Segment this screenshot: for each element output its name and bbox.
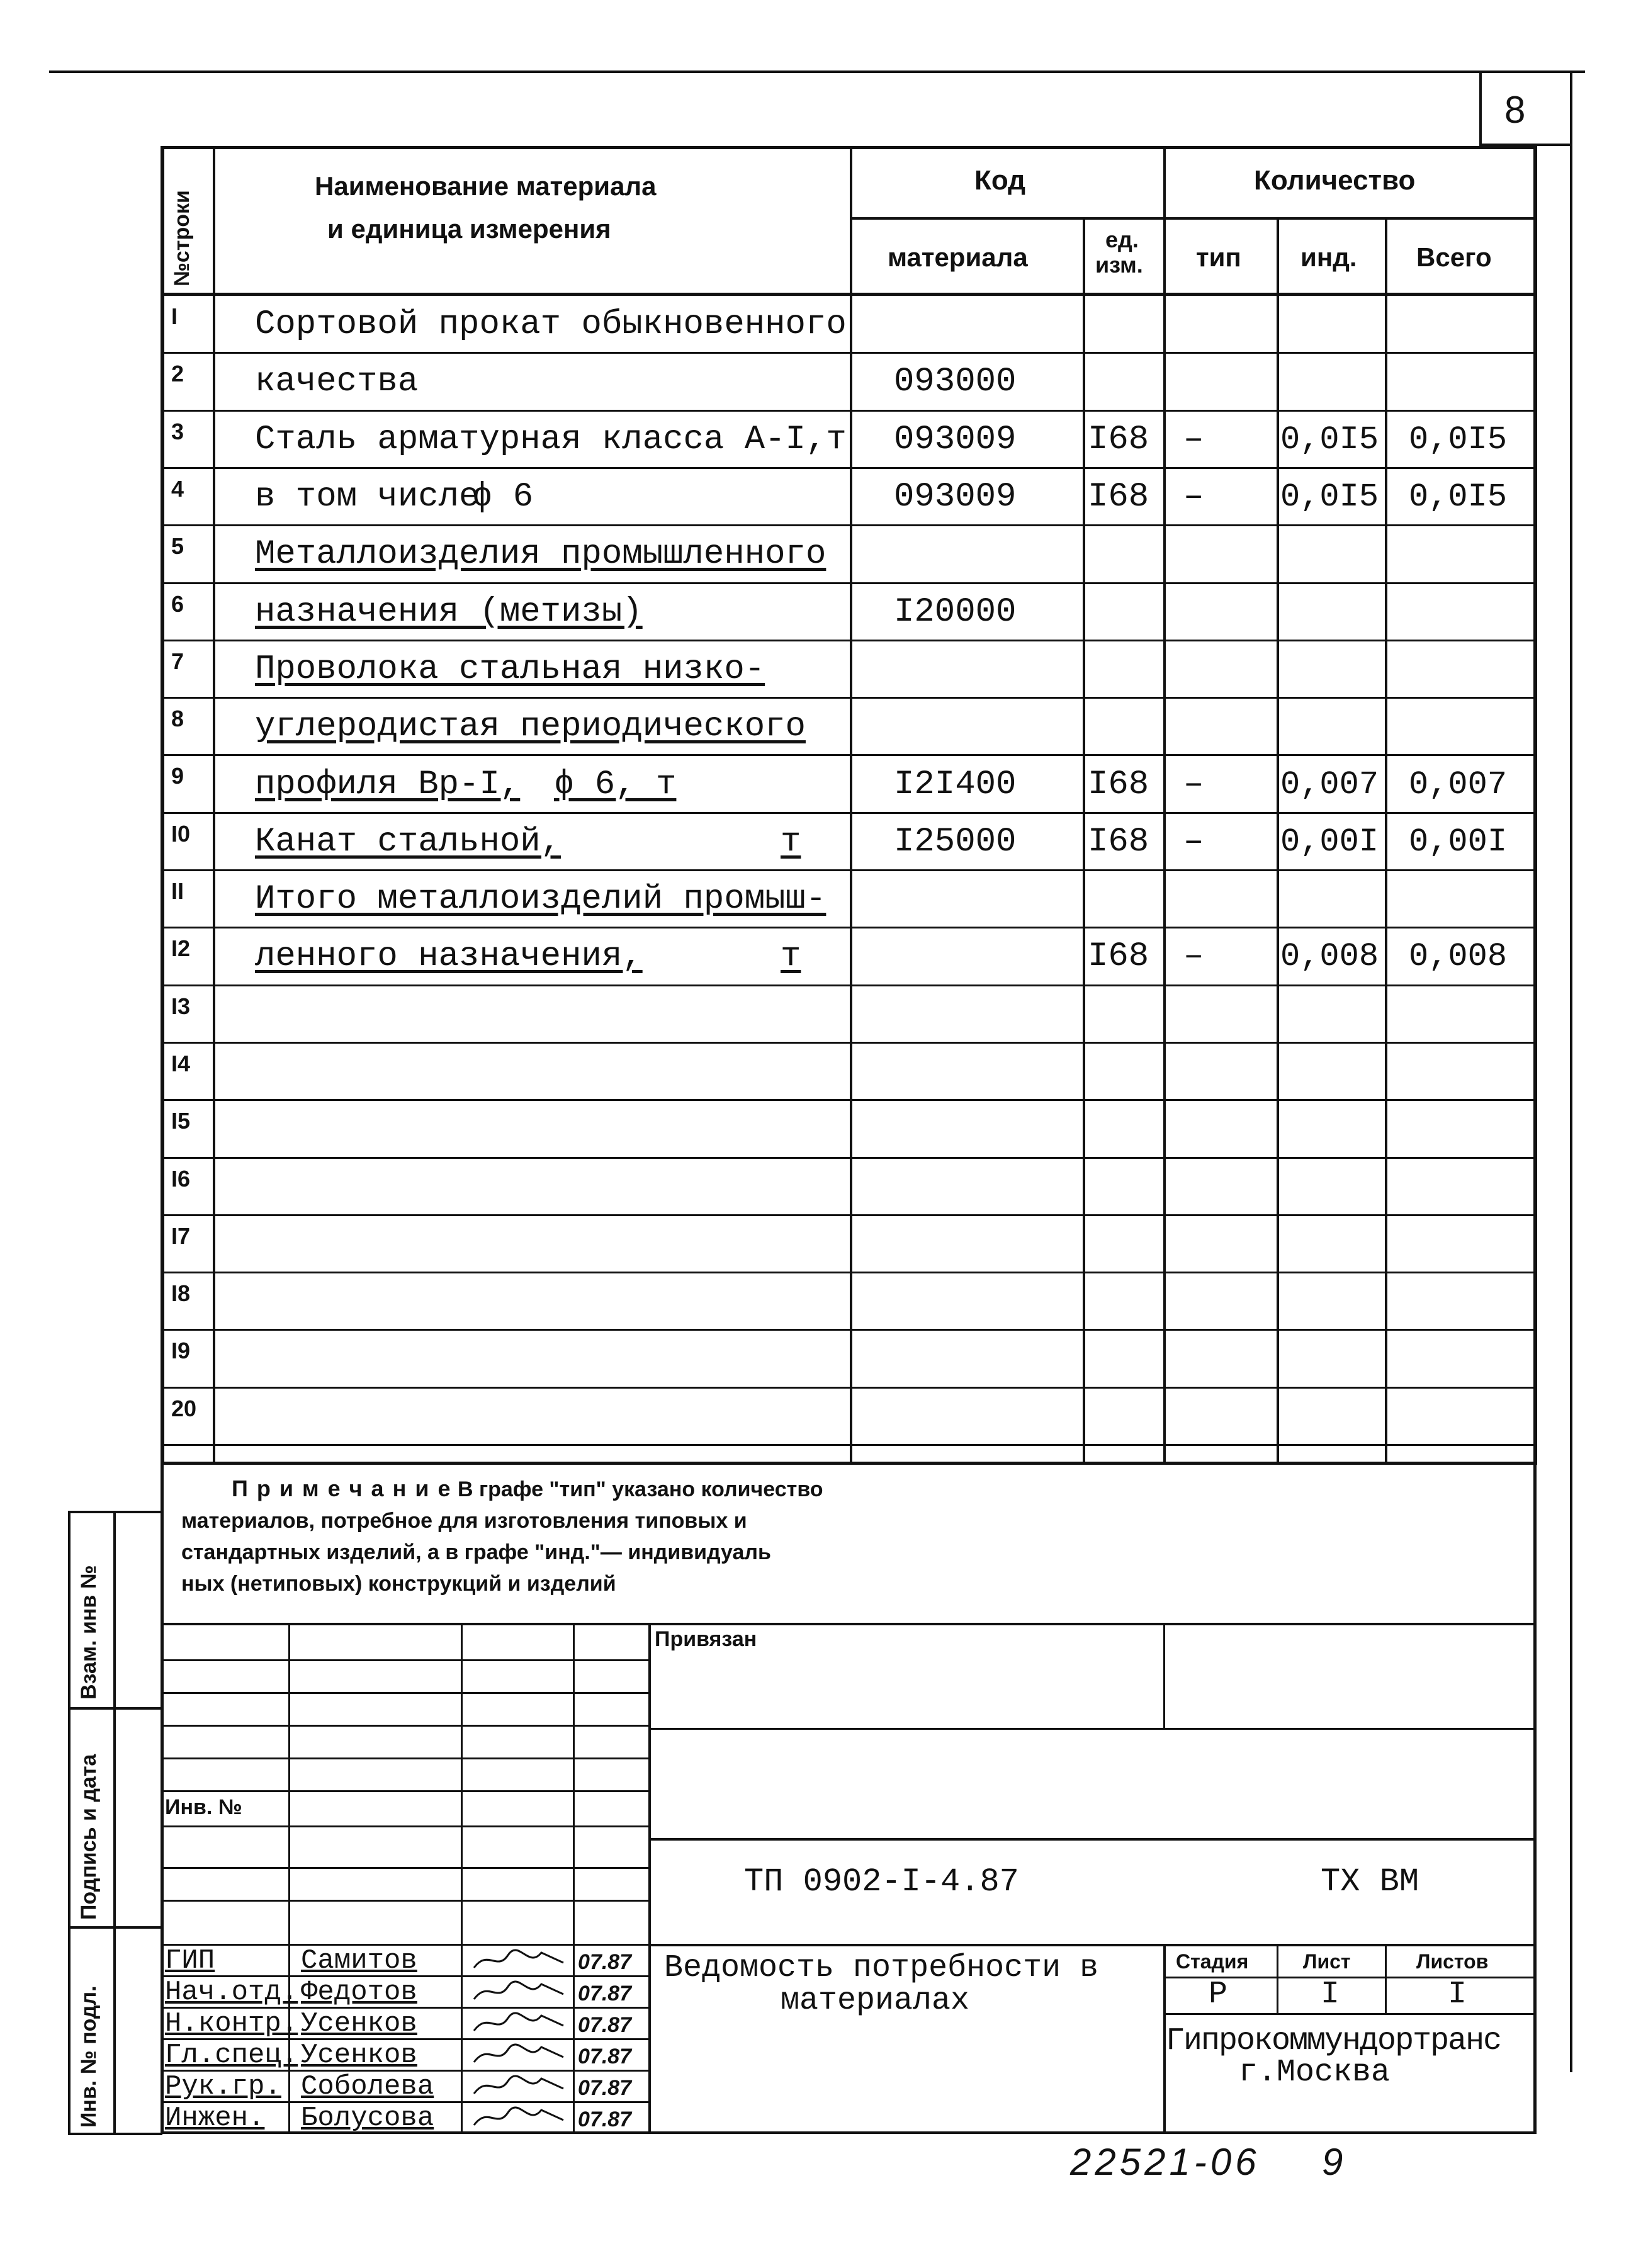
unit-code: I68: [1088, 822, 1149, 861]
unit-code: [1088, 353, 1162, 410]
unit-code: I68: [1088, 420, 1149, 459]
staff-date: 07.87: [578, 2045, 632, 2068]
qty-ind: [1280, 1273, 1385, 1330]
material-name: ленного назначения,: [255, 937, 643, 976]
qty-ind: [1280, 1043, 1385, 1100]
staff-name: Усенков: [301, 2008, 417, 2040]
qty-ind: 0,0I5: [1280, 420, 1379, 458]
signature-mark: [469, 1975, 570, 2007]
qty-ind: [1280, 296, 1385, 353]
footer-code: 22521-06: [1070, 2141, 1260, 2183]
stage-header: Стадия: [1176, 1950, 1249, 1973]
material-code: 093009: [894, 478, 1017, 517]
qty-type: –: [1183, 420, 1204, 459]
staff-name: Федотов: [301, 1977, 417, 2008]
qty-total: 0,008: [1409, 938, 1508, 976]
unit-code: [1088, 526, 1162, 583]
material-code: [894, 641, 1076, 698]
qty-type: [1183, 584, 1272, 641]
material-name: в том числе: [255, 478, 480, 517]
material-code: [894, 871, 1076, 928]
staff-role: Гл.спец.: [165, 2040, 298, 2071]
material-name: назначения (метизы): [255, 592, 643, 631]
qty-ind: [1280, 1388, 1385, 1445]
material-code: 093009: [894, 420, 1017, 459]
qty-ind: 0,008: [1280, 938, 1379, 976]
qty-type: [1183, 1330, 1272, 1387]
staff-name: Усенков: [301, 2040, 417, 2071]
signature-mark: [469, 2007, 570, 2038]
staff-name: Болусова: [301, 2102, 434, 2134]
unit-code: [1088, 296, 1162, 353]
qty-type: –: [1183, 478, 1204, 517]
row-number: 9: [171, 763, 184, 789]
unit-code: I68: [1088, 478, 1149, 517]
unit-code: [1088, 1216, 1162, 1273]
page-number: 8: [1504, 89, 1526, 131]
row-number: II: [171, 878, 184, 904]
staff-date: 07.87: [578, 1950, 632, 1974]
material-code: [894, 986, 1076, 1043]
material-code: [894, 1158, 1076, 1216]
qty-ind: [1280, 1216, 1385, 1273]
row-number: I2: [171, 935, 191, 962]
side-vzam: Взам. инв №: [77, 1565, 101, 1700]
material-name: качества: [255, 363, 419, 402]
qty-total: 0,007: [1409, 765, 1508, 803]
qty-total: [1409, 698, 1535, 755]
header-q-type: тип: [1196, 242, 1241, 272]
material-name: Проволока стальная низко-: [255, 650, 765, 689]
qty-total: [1409, 1273, 1535, 1330]
qty-total: [1409, 986, 1535, 1043]
header-q-total: Всего: [1416, 242, 1492, 272]
header-code-unit-2: изм.: [1095, 252, 1143, 278]
qty-total: 0,0I5: [1409, 478, 1508, 516]
signature-mark: [469, 2038, 570, 2070]
qty-total: [1409, 1158, 1535, 1216]
staff-role: ГИП: [165, 1945, 215, 1977]
qty-total: [1409, 584, 1535, 641]
inv-no-label: Инв. №: [165, 1795, 242, 1819]
qty-ind: [1280, 1158, 1385, 1216]
material-name-suffix: ϕ 6, т: [554, 765, 677, 804]
document-title-line1: Ведомость потребности в: [664, 1950, 1099, 1986]
row-number: I4: [171, 1050, 191, 1076]
unit-code: I68: [1088, 765, 1149, 804]
qty-ind: 0,007: [1280, 765, 1379, 803]
side-podpis: Подпись и дата: [77, 1754, 101, 1920]
material-name: Сталь арматурная класса А-I,т: [255, 420, 847, 459]
header-quantity: Количество: [1254, 165, 1416, 196]
row-number: 2: [171, 361, 184, 387]
staff-date: 07.87: [578, 1982, 632, 2006]
signature-mark: [469, 2070, 570, 2101]
staff-role: Рук.гр.: [165, 2071, 281, 2102]
material-code: [894, 928, 1076, 985]
header-code-material: материала: [888, 242, 1028, 272]
material-name: Канат стальной,: [255, 822, 561, 861]
qty-type: [1183, 1273, 1272, 1330]
row-number: 7: [171, 648, 184, 674]
unit-code: [1088, 1043, 1162, 1100]
qty-type: [1183, 1043, 1272, 1100]
row-number: 6: [171, 590, 184, 617]
header-q-ind: инд.: [1300, 242, 1357, 272]
material-code: [894, 1100, 1076, 1158]
note-line2: материалов, потребное для изготовления типовых и: [181, 1509, 747, 1533]
note-block: [181, 1473, 823, 1599]
material-name-suffix: ϕ 6: [472, 478, 534, 517]
note-line3: стандартных изделий, а в графе "инд."— индивидуаль: [181, 1540, 771, 1564]
qty-type: [1183, 296, 1272, 353]
material-code: I2I400: [894, 765, 1017, 804]
staff-name: Соболева: [301, 2071, 434, 2102]
material-name: углеродистая периодического: [255, 708, 806, 747]
page-box-right: [1570, 71, 1572, 2072]
row-number: 8: [171, 706, 184, 732]
material-code: [894, 1273, 1076, 1330]
qty-ind: [1280, 584, 1385, 641]
material-code: I25000: [894, 822, 1017, 861]
staff-role: Нач.отд.: [165, 1977, 298, 2008]
qty-type: [1183, 1216, 1272, 1273]
qty-type: [1183, 353, 1272, 410]
material-code: I20000: [894, 592, 1017, 631]
org-line2: г.Москва: [1239, 2055, 1391, 2090]
unit-code: [1088, 1158, 1162, 1216]
unit-code: [1088, 1330, 1162, 1387]
unit-code: [1088, 698, 1162, 755]
qty-total: [1409, 1043, 1535, 1100]
unit-code: [1088, 986, 1162, 1043]
material-code: [894, 698, 1076, 755]
row-number: I7: [171, 1222, 191, 1249]
qty-type: –: [1183, 822, 1204, 861]
org-line1: Гипрокоммундортранс: [1166, 2023, 1501, 2059]
staff-date: 07.87: [578, 2107, 632, 2131]
qty-total: [1409, 1100, 1535, 1158]
sheet-header: Лист: [1303, 1950, 1351, 1973]
signature-mark: [469, 2101, 570, 2133]
side-inv: Инв. № подл.: [77, 1985, 101, 2128]
privyazan-label: Привязан: [655, 1627, 757, 1651]
staff-role: Н.контр.: [165, 2008, 298, 2040]
staff-date: 07.87: [578, 2013, 632, 2037]
top-rule: [49, 71, 1585, 73]
row-number: 20: [171, 1395, 197, 1421]
qty-total: [1409, 1216, 1535, 1273]
sheets-header: Листов: [1416, 1950, 1489, 1973]
signature-mark: [469, 1944, 570, 1975]
unit-code: [1088, 1388, 1162, 1445]
material-code: [894, 296, 1076, 353]
material-name: Итого металлоизделий промыш-: [255, 880, 826, 919]
note-line1: В графе "тип" указано количество: [457, 1477, 823, 1501]
qty-ind: [1280, 353, 1385, 410]
unit-code: [1088, 1100, 1162, 1158]
row-number: 3: [171, 418, 184, 444]
qty-ind: [1280, 698, 1385, 755]
qty-type: [1183, 1158, 1272, 1216]
material-code: 093000: [894, 363, 1017, 402]
qty-type: –: [1183, 937, 1204, 976]
unit-code: [1088, 1273, 1162, 1330]
row-number: I0: [171, 820, 191, 847]
qty-ind: 0,0I5: [1280, 478, 1379, 516]
qty-ind: [1280, 1100, 1385, 1158]
qty-ind: [1280, 1330, 1385, 1387]
qty-total: [1409, 296, 1535, 353]
sheets-value: I: [1448, 1977, 1467, 2012]
material-name: профиля Вр-I,: [255, 765, 521, 804]
header-code-unit-1: ед.: [1105, 227, 1139, 252]
qty-type: [1183, 1100, 1272, 1158]
row-number: 4: [171, 475, 184, 502]
header-row-no: №строки: [170, 190, 194, 286]
unit-code: [1088, 871, 1162, 928]
material-code: [894, 1330, 1076, 1387]
header-code: Код: [974, 165, 1026, 196]
material-code: [894, 1388, 1076, 1445]
qty-total: [1409, 353, 1535, 410]
material-code: [894, 1216, 1076, 1273]
row-number: 5: [171, 533, 184, 560]
qty-ind: [1280, 871, 1385, 928]
material-code: [894, 1043, 1076, 1100]
document-code: ТП 0902-I-4.87: [744, 1863, 1019, 1900]
qty-total: [1409, 641, 1535, 698]
qty-type: –: [1183, 765, 1204, 804]
document-title-line2: материалах: [781, 1983, 970, 2019]
staff-name: Самитов: [301, 1945, 417, 1977]
row-number: I9: [171, 1338, 191, 1364]
qty-ind: [1280, 526, 1385, 583]
sheet-value: I: [1321, 1977, 1340, 2012]
document-mark: ТХ ВМ: [1321, 1863, 1419, 1900]
qty-ind: [1280, 641, 1385, 698]
note-line4: ных (нетиповых) конструкций и изделий: [181, 1572, 616, 1596]
stage-value: Р: [1209, 1977, 1228, 2012]
row-number: I8: [171, 1280, 191, 1307]
page-box-left: [1479, 71, 1482, 146]
header-name-line1: Наименование материала: [315, 171, 657, 201]
qty-type: [1183, 641, 1272, 698]
header-name-line2: и единица измерения: [327, 214, 611, 244]
staff-date: 07.87: [578, 2076, 632, 2100]
qty-total: 0,0I5: [1409, 420, 1508, 458]
material-code: [894, 526, 1076, 583]
qty-type: [1183, 526, 1272, 583]
qty-total: [1409, 526, 1535, 583]
qty-type: [1183, 698, 1272, 755]
row-number: I5: [171, 1108, 191, 1134]
qty-ind: [1280, 986, 1385, 1043]
note-lead: П р и м е ч а н и е: [232, 1475, 452, 1501]
material-name: Сортовой прокат обыкновенного: [255, 305, 847, 344]
row-number: I3: [171, 993, 191, 1019]
qty-type: [1183, 871, 1272, 928]
qty-total: [1409, 1330, 1535, 1387]
material-name-unit: т: [781, 937, 801, 976]
row-number: I: [171, 303, 178, 329]
footer-page: 9: [1322, 2141, 1343, 2183]
unit-code: [1088, 584, 1162, 641]
qty-total: 0,00I: [1409, 823, 1508, 860]
staff-role: Инжен.: [165, 2102, 265, 2134]
unit-code: [1088, 641, 1162, 698]
qty-type: [1183, 1388, 1272, 1445]
qty-total: [1409, 871, 1535, 928]
material-name: Металлоизделия промышленного: [255, 535, 826, 574]
material-name-unit: т: [781, 822, 801, 861]
qty-total: [1409, 1388, 1535, 1445]
unit-code: I68: [1088, 937, 1149, 976]
qty-ind: 0,00I: [1280, 823, 1379, 860]
row-number: I6: [171, 1165, 191, 1192]
qty-type: [1183, 986, 1272, 1043]
